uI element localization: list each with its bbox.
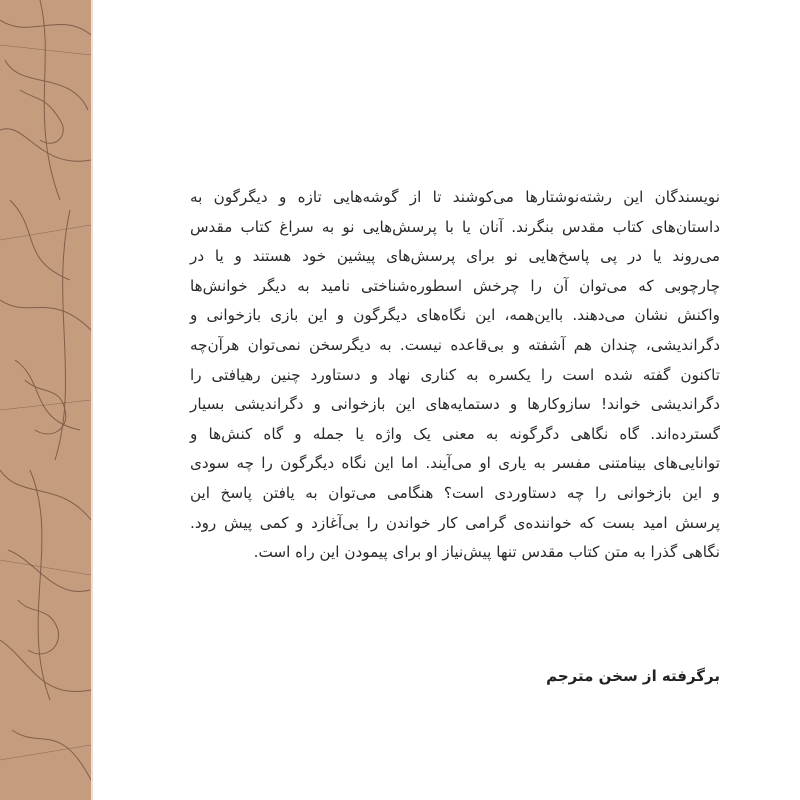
text-line: نویسندگان این رشته‌نوشتارها می‌کوشند تا از گوشه‌هایی تازه و دیگرگون به	[190, 188, 720, 206]
body-paragraph	[190, 183, 720, 568]
sketch-illustration-icon	[0, 0, 91, 800]
text-line: داستان‌های کتاب مقدس بنگرند. آنان یا با پرسش‌هایی نو به سراغ کتاب مقدس	[190, 217, 720, 236]
text-line: تاکنون گفته شده است را یکسره به کناری نهاد و دستاورد چنین رهیافتی را	[190, 365, 720, 384]
text-line: پرسش امید بست که خواننده‌ی گرامی کار خواندن را بی‌آغازد و کمی پیش رود.	[190, 513, 720, 532]
page-edge	[91, 0, 93, 800]
text-line: دگراندیشی خواند! سازوکارها و دستمایه‌های این بازخوانی و دگراندیشی بسیار	[190, 395, 720, 414]
text-line: واکنش نشان می‌دهند. بااین‌همه، این نگاه‌های دیگرگون و این بازی بازخوانی و	[190, 306, 720, 325]
text-line: چارچوبی که می‌توان آن را چرخش اسطوره‌شناختی نامید به دیگر خوانش‌ها	[190, 276, 720, 295]
text-line: می‌روند یا در پی پاسخ‌هایی نو برای پرسش‌های پیشین خود هستند و یا در	[190, 247, 720, 266]
text-line: دگراندیشی، چندان هم آشفته و بی‌قاعده نیست. به دیگرسخن نمی‌توان هرآن‌چه	[190, 335, 720, 354]
attribution: برگرفته از سخن مترجم	[546, 667, 720, 685]
text-line: و این بازخوانی را چه دستاوردی است؟ هنگامی می‌توان به یافتن پاسخ این	[190, 483, 720, 502]
text-line: نگاهی گذرا به متن کتاب مقدس تنها پیش‌نیاز او برای پیمودن این راه است.	[253, 543, 720, 562]
text-line: توانایی‌های بینامتنی مفسر به یاری او می‌آیند. اما این نگاه دیگرگون را چه سودی	[190, 454, 720, 473]
text-line: گسترده‌اند. گاه نگاهی دگرگونه به معنی یک واژه یا جمله و گاه کنش‌ها و	[190, 424, 720, 443]
cover-illustration	[0, 0, 91, 800]
